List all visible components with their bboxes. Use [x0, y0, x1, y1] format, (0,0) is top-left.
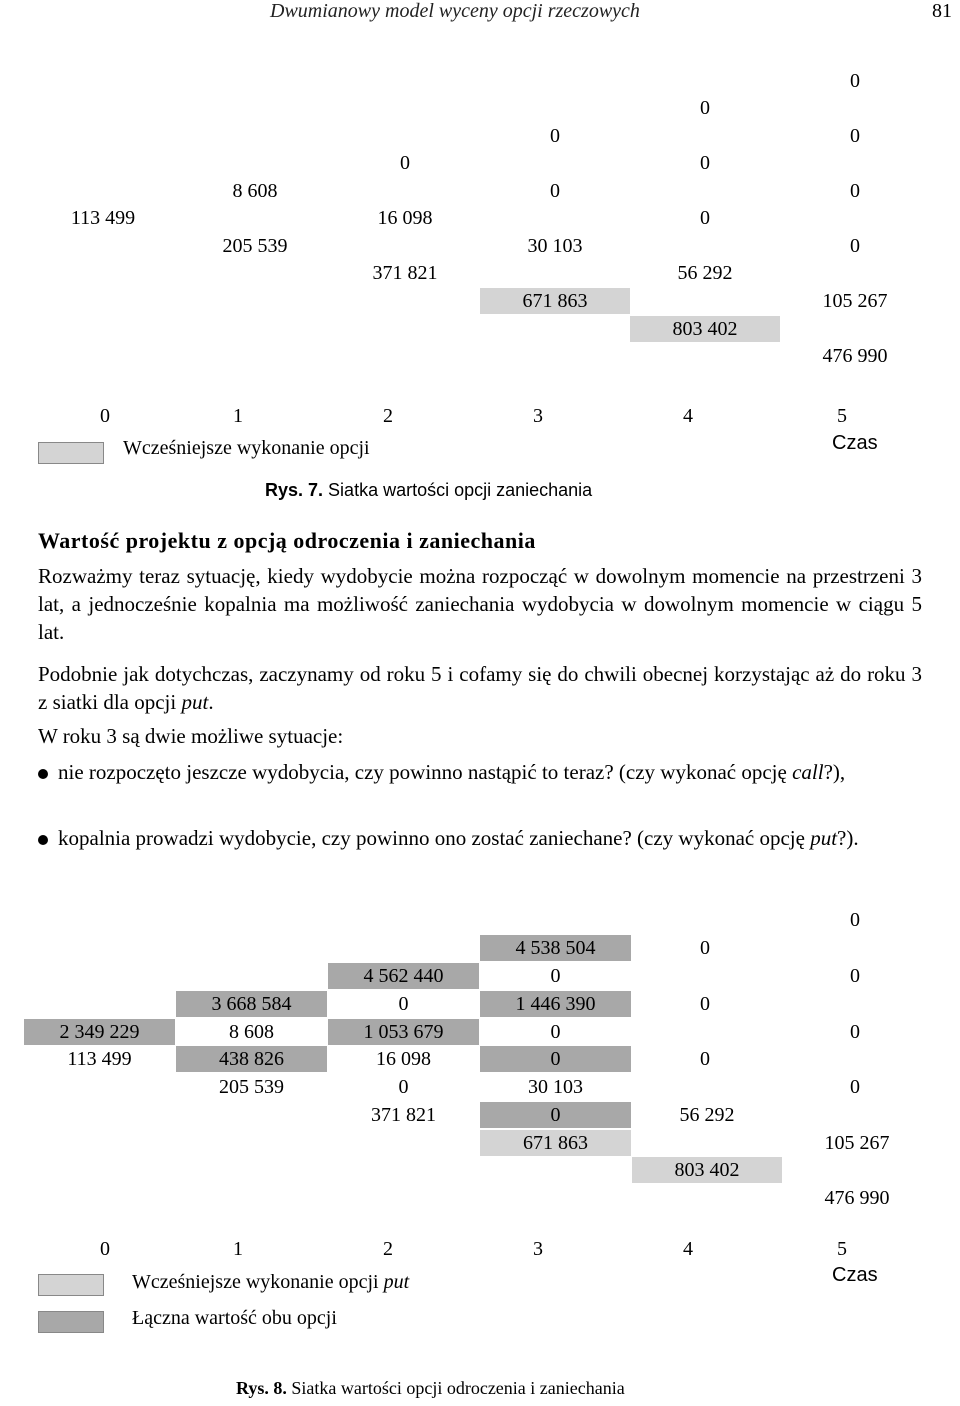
lattice-node: 0 [398, 993, 409, 1015]
time-label: 1 [233, 1238, 243, 1260]
lattice-node: 0 [850, 1076, 860, 1098]
lattice-node: 0 [850, 70, 860, 92]
lattice-node: 105 267 [822, 290, 888, 312]
lattice-node: 0 [550, 125, 560, 147]
time-label: 1 [233, 405, 243, 427]
lattice-node-combined: 0 [480, 1046, 631, 1072]
legend-swatch-early-exercise [38, 1274, 104, 1296]
lattice-node: 56 292 [679, 1104, 735, 1126]
lattice-node: 0 [700, 993, 710, 1015]
bullet-italic: call [792, 760, 824, 784]
lattice-node: 0 [398, 1076, 409, 1098]
legend-swatch-combined [38, 1311, 104, 1333]
lattice-node: 0 [850, 909, 860, 931]
axis-label-time: Czas [832, 1264, 878, 1286]
lattice-node: 113 499 [70, 207, 136, 229]
lattice-node: 30 103 [527, 235, 583, 257]
bullet-icon [38, 835, 48, 845]
paragraph-italic: put [181, 690, 209, 714]
time-label: 2 [383, 1238, 393, 1260]
bullet-text: ?). [837, 826, 859, 850]
lattice-node: 16 098 [377, 207, 433, 229]
lattice-node: 0 [850, 125, 860, 147]
lattice-node: 30 103 [528, 1076, 583, 1098]
lattice-node: 0 [700, 1048, 710, 1070]
bullet-item [38, 824, 922, 852]
paragraph: W roku 3 są dwie możliwe sytuacje: [38, 724, 344, 748]
lattice-node-early-exercise: 671 863 [480, 1130, 631, 1156]
time-label: 0 [100, 1238, 110, 1260]
running-header: Dwumianowy model wyceny opcji rzeczowych [270, 0, 640, 22]
lattice-node: 371 821 [372, 262, 438, 284]
paragraph-text: Podobnie jak dotychczas, zaczynamy od roku 5 i cofamy się do chwili obecnej korzystając aż do roku 3 z siatki dla opcji [38, 662, 922, 714]
lattice-node: 113 499 [67, 1048, 132, 1070]
time-label: 4 [683, 1238, 693, 1260]
section-heading: Wartość projektu z opcją odroczenia i zaniechania [38, 528, 536, 553]
time-label: 0 [100, 405, 110, 427]
lattice-node: 371 821 [371, 1104, 436, 1126]
caption-prefix: Rys. 7. [265, 480, 324, 500]
caption-text: Siatka wartości opcji zaniechania [323, 480, 593, 500]
legend-label [132, 1271, 409, 1294]
bullet-item [38, 758, 922, 786]
lattice-node: 0 [400, 152, 410, 174]
axis-label-time: Czas [832, 432, 878, 454]
lattice-node-combined: 4 562 440 [328, 963, 479, 989]
legend-label: Łączna wartość obu opcji [132, 1307, 337, 1329]
bullet-text: kopalnia prowadzi wydobycie, czy powinno ono zostać zaniechane? (czy wykonać opcję [58, 826, 811, 850]
time-label: 5 [837, 1238, 847, 1260]
lattice-node: 0 [850, 965, 860, 987]
lattice-node-early-exercise: 671 863 [480, 288, 630, 314]
lattice-node-combined: 1 053 679 [328, 1019, 479, 1045]
page-number: 81 [932, 0, 952, 22]
bullet-icon [38, 769, 48, 779]
lattice-node: 0 [700, 97, 710, 119]
lattice-node: 0 [850, 235, 860, 257]
lattice-node-early-exercise: 803 402 [630, 316, 780, 342]
figure-7-caption [265, 480, 592, 501]
lattice-node: 0 [550, 1021, 561, 1043]
paragraph-text: . [208, 690, 214, 714]
lattice-node: 8 608 [229, 1021, 274, 1043]
lattice-node-combined: 2 349 229 [24, 1019, 175, 1045]
lattice-node: 476 990 [822, 345, 888, 367]
lattice-node: 16 098 [376, 1048, 431, 1070]
lattice-node-combined: 438 826 [176, 1046, 327, 1072]
lattice-node: 0 [550, 965, 561, 987]
lattice-node: 56 292 [677, 262, 733, 284]
lattice-node: 0 [700, 937, 710, 959]
time-label: 5 [837, 405, 847, 427]
bullet-italic: put [810, 826, 838, 850]
lattice-node: 205 539 [219, 1076, 284, 1098]
legend-italic: put [383, 1271, 410, 1293]
lattice-node-combined: 4 538 504 [480, 935, 631, 961]
time-label: 3 [533, 1238, 543, 1260]
lattice-node: 0 [700, 207, 710, 229]
lattice-node: 8 608 [232, 180, 278, 202]
paragraph: Rozważmy teraz sytuację, kiedy wydobycie można rozpocząć w dowolnym momencie na przestrzeni 3 lat, a jednocześnie kopalnia ma możliwość zaniechania wydobycia w dowolnym momencie w ciągu 5 lat. [38, 564, 922, 644]
legend-text: Wcześniejsze wykonanie opcji [132, 1271, 384, 1293]
legend-swatch-early-exercise [38, 442, 104, 464]
lattice-node: 105 267 [824, 1132, 890, 1154]
figure-8-caption [236, 1378, 625, 1399]
caption-prefix: Rys. 8. [236, 1378, 287, 1398]
lattice-node: 0 [700, 152, 710, 174]
time-label: 2 [383, 405, 393, 427]
lattice-node-combined: 0 [480, 1102, 631, 1128]
lattice-node-combined: 3 668 584 [176, 991, 327, 1017]
legend-label: Wcześniejsze wykonanie opcji [123, 437, 370, 459]
lattice-node: 0 [550, 180, 560, 202]
lattice-node: 0 [850, 1021, 860, 1043]
lattice-node-early-exercise: 803 402 [632, 1157, 782, 1183]
lattice-node: 476 990 [824, 1187, 890, 1209]
paragraph [38, 660, 922, 716]
lattice-node: 0 [850, 180, 860, 202]
bullet-text: ?), [823, 760, 846, 784]
caption-text: Siatka wartości opcji odroczenia i zaniechania [286, 1378, 625, 1398]
time-label: 4 [683, 405, 693, 427]
time-label: 3 [533, 405, 543, 427]
lattice-node-combined: 1 446 390 [480, 991, 631, 1017]
lattice-node: 205 539 [222, 235, 288, 257]
bullet-text: nie rozpoczęto jeszcze wydobycia, czy powinno nastąpić to teraz? (czy wykonać opcję [58, 760, 793, 784]
